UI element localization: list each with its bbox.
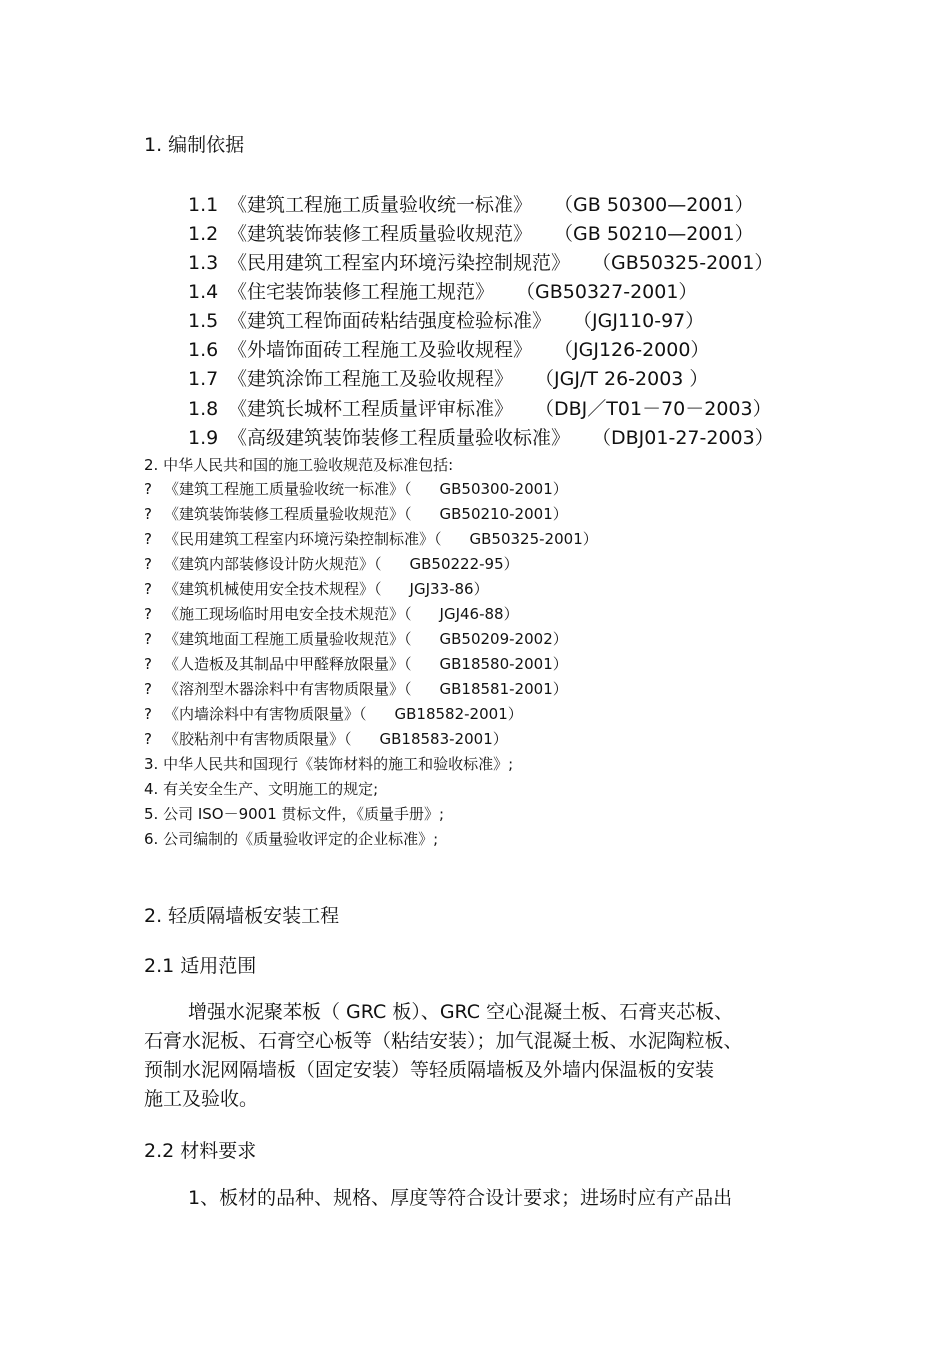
standard-item: 1.4 《住宅装饰装修工程施工规范》 （GB50327-2001） <box>188 281 698 303</box>
sub-standard-item: ? 《溶剂型木器涂料中有害物质限量》（ GB18581-2001） <box>144 680 568 698</box>
sub-standard-item: ? 《内墙涂料中有害物质限量》（ GB18582-2001） <box>144 705 523 723</box>
item-2: 2. 中华人民共和国的施工验收规范及标准包括: <box>144 456 454 474</box>
standard-item: 1.7 《建筑涂饰工程施工及验收规程》 （JGJ/T 26-2003 ） <box>188 368 709 390</box>
item-3: 3. 中华人民共和国现行《装饰材料的施工和验收标准》; <box>144 755 514 773</box>
item-4: 4. 有关安全生产、文明施工的规定; <box>144 780 379 798</box>
sub-standard-item: ? 《民用建筑工程室内环境污染控制标准》（ GB50325-2001） <box>144 530 598 548</box>
standard-item: 1.9 《高级建筑装饰装修工程质量验收标准》 （DBJ01-27-2003） <box>188 427 774 449</box>
sub-standard-item: ? 《建筑工程施工质量验收统一标准》（ GB50300-2001） <box>144 480 568 498</box>
sub-standard-item: ? 《建筑机械使用安全技术规程》（ JGJ33-86） <box>144 580 489 598</box>
standard-item: 1.1 《建筑工程施工质量验收统一标准》 （GB 50300—2001） <box>188 194 754 216</box>
standard-item: 1.8 《建筑长城杯工程质量评审标准》 （DBJ／T01－70－2003） <box>188 398 772 420</box>
standard-item: 1.3 《民用建筑工程室内环境污染控制规范》 （GB50325-2001） <box>188 252 774 274</box>
paragraph-line: 预制水泥网隔墙板（固定安装）等轻质隔墙板及外墙内保温板的安装 <box>144 1059 715 1081</box>
sub-standard-item: ? 《人造板及其制品中甲醛释放限量》（ GB18580-2001） <box>144 655 568 673</box>
paragraph-line: 增强水泥聚苯板（ GRC 板）、GRC 空心混凝土板、石膏夹芯板、 <box>188 1001 734 1023</box>
sub-standard-item: ? 《建筑装饰装修工程质量验收规范》（ GB50210-2001） <box>144 505 568 523</box>
paragraph-line: 施工及验收。 <box>144 1088 259 1110</box>
standard-item: 1.5 《建筑工程饰面砖粘结强度检验标准》 （JGJ110-97） <box>188 310 705 332</box>
sub-standard-item: ? 《胶粘剂中有害物质限量》（ GB18583-2001） <box>144 730 508 748</box>
sub-standard-item: ? 《建筑地面工程施工质量验收规范》（ GB50209-2002） <box>144 630 568 648</box>
scope-paragraph <box>144 998 824 1114</box>
section2-heading: 2. 轻质隔墙板安装工程 <box>144 905 340 927</box>
item-6: 6. 公司编制的《质量验收评定的企业标准》; <box>144 830 439 848</box>
section2-2-heading: 2.2 材料要求 <box>144 1140 257 1162</box>
paragraph-line: 石膏水泥板、石膏空心板等（粘结安装）；加气混凝土板、水泥陶粒板、 <box>144 1030 743 1052</box>
sub-standard-item: ? 《建筑内部装修设计防火规范》（ GB50222-95） <box>144 555 519 573</box>
material-paragraph <box>144 1184 824 1213</box>
paragraph-line: 1、板材的品种、规格、厚度等符合设计要求；进场时应有产品出 <box>188 1187 733 1209</box>
sub-standard-item: ? 《施工现场临时用电安全技术规范》（ JGJ46-88） <box>144 605 519 623</box>
section2-1-heading: 2.1 适用范围 <box>144 955 257 977</box>
standard-item: 1.2 《建筑装饰装修工程质量验收规范》 （GB 50210—2001） <box>188 223 754 245</box>
standard-item: 1.6 《外墙饰面砖工程施工及验收规程》 （JGJ126-2000） <box>188 339 710 361</box>
section1-heading: 1. 编制依据 <box>144 134 245 156</box>
item-5: 5. 公司 ISO－9001 贯标文件，《质量手册》; <box>144 805 445 823</box>
